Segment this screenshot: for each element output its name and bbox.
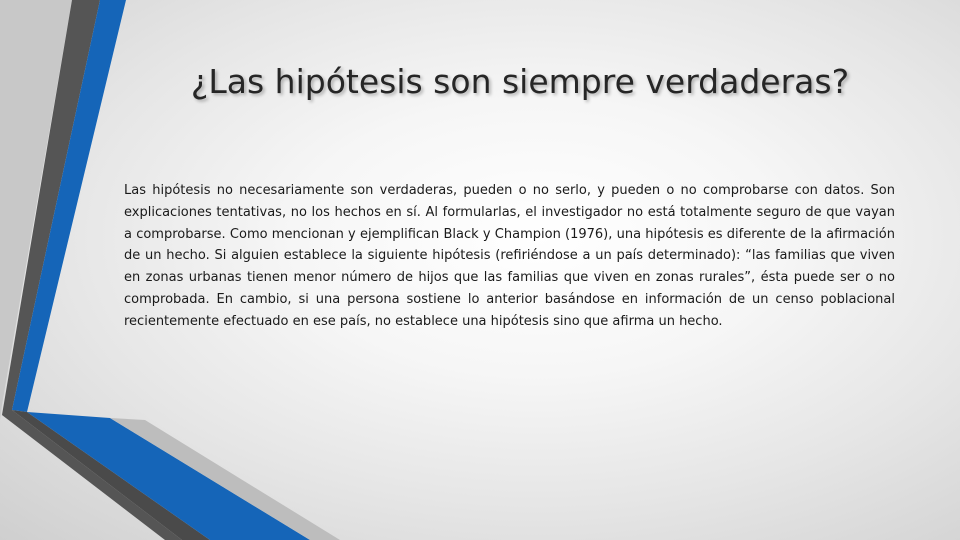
body-paragraph: Las hipótesis no necesariamente son verdaderas, pueden o no serlo, y pueden o no comprobarse con datos. Son explicaciones tentativas, no los hechos en sí. Al formularlas, el investigador no está totalmente seguro de que vayan a comprobarse. Como mencionan y ejemplifican Black y Champion (1976), una hipótesis es diferente de la afirmación de un hecho. Si alguien establece la siguiente hipótesis (refiriéndose a un país determinado): “las familias que viven en zonas urbanas tienen menor número de hijos que las familias que viven en zonas rurales”, ésta puede ser o no comprobada. En cambio, si una persona sostiene lo anterior basándose en información de un censo poblacional recientemente efectuado en ese país, no establece una hipótesis sino que afirma un hecho.	[124, 183, 895, 329]
slide-title: ¿Las hipótesis son siempre verdaderas?	[190, 62, 850, 101]
